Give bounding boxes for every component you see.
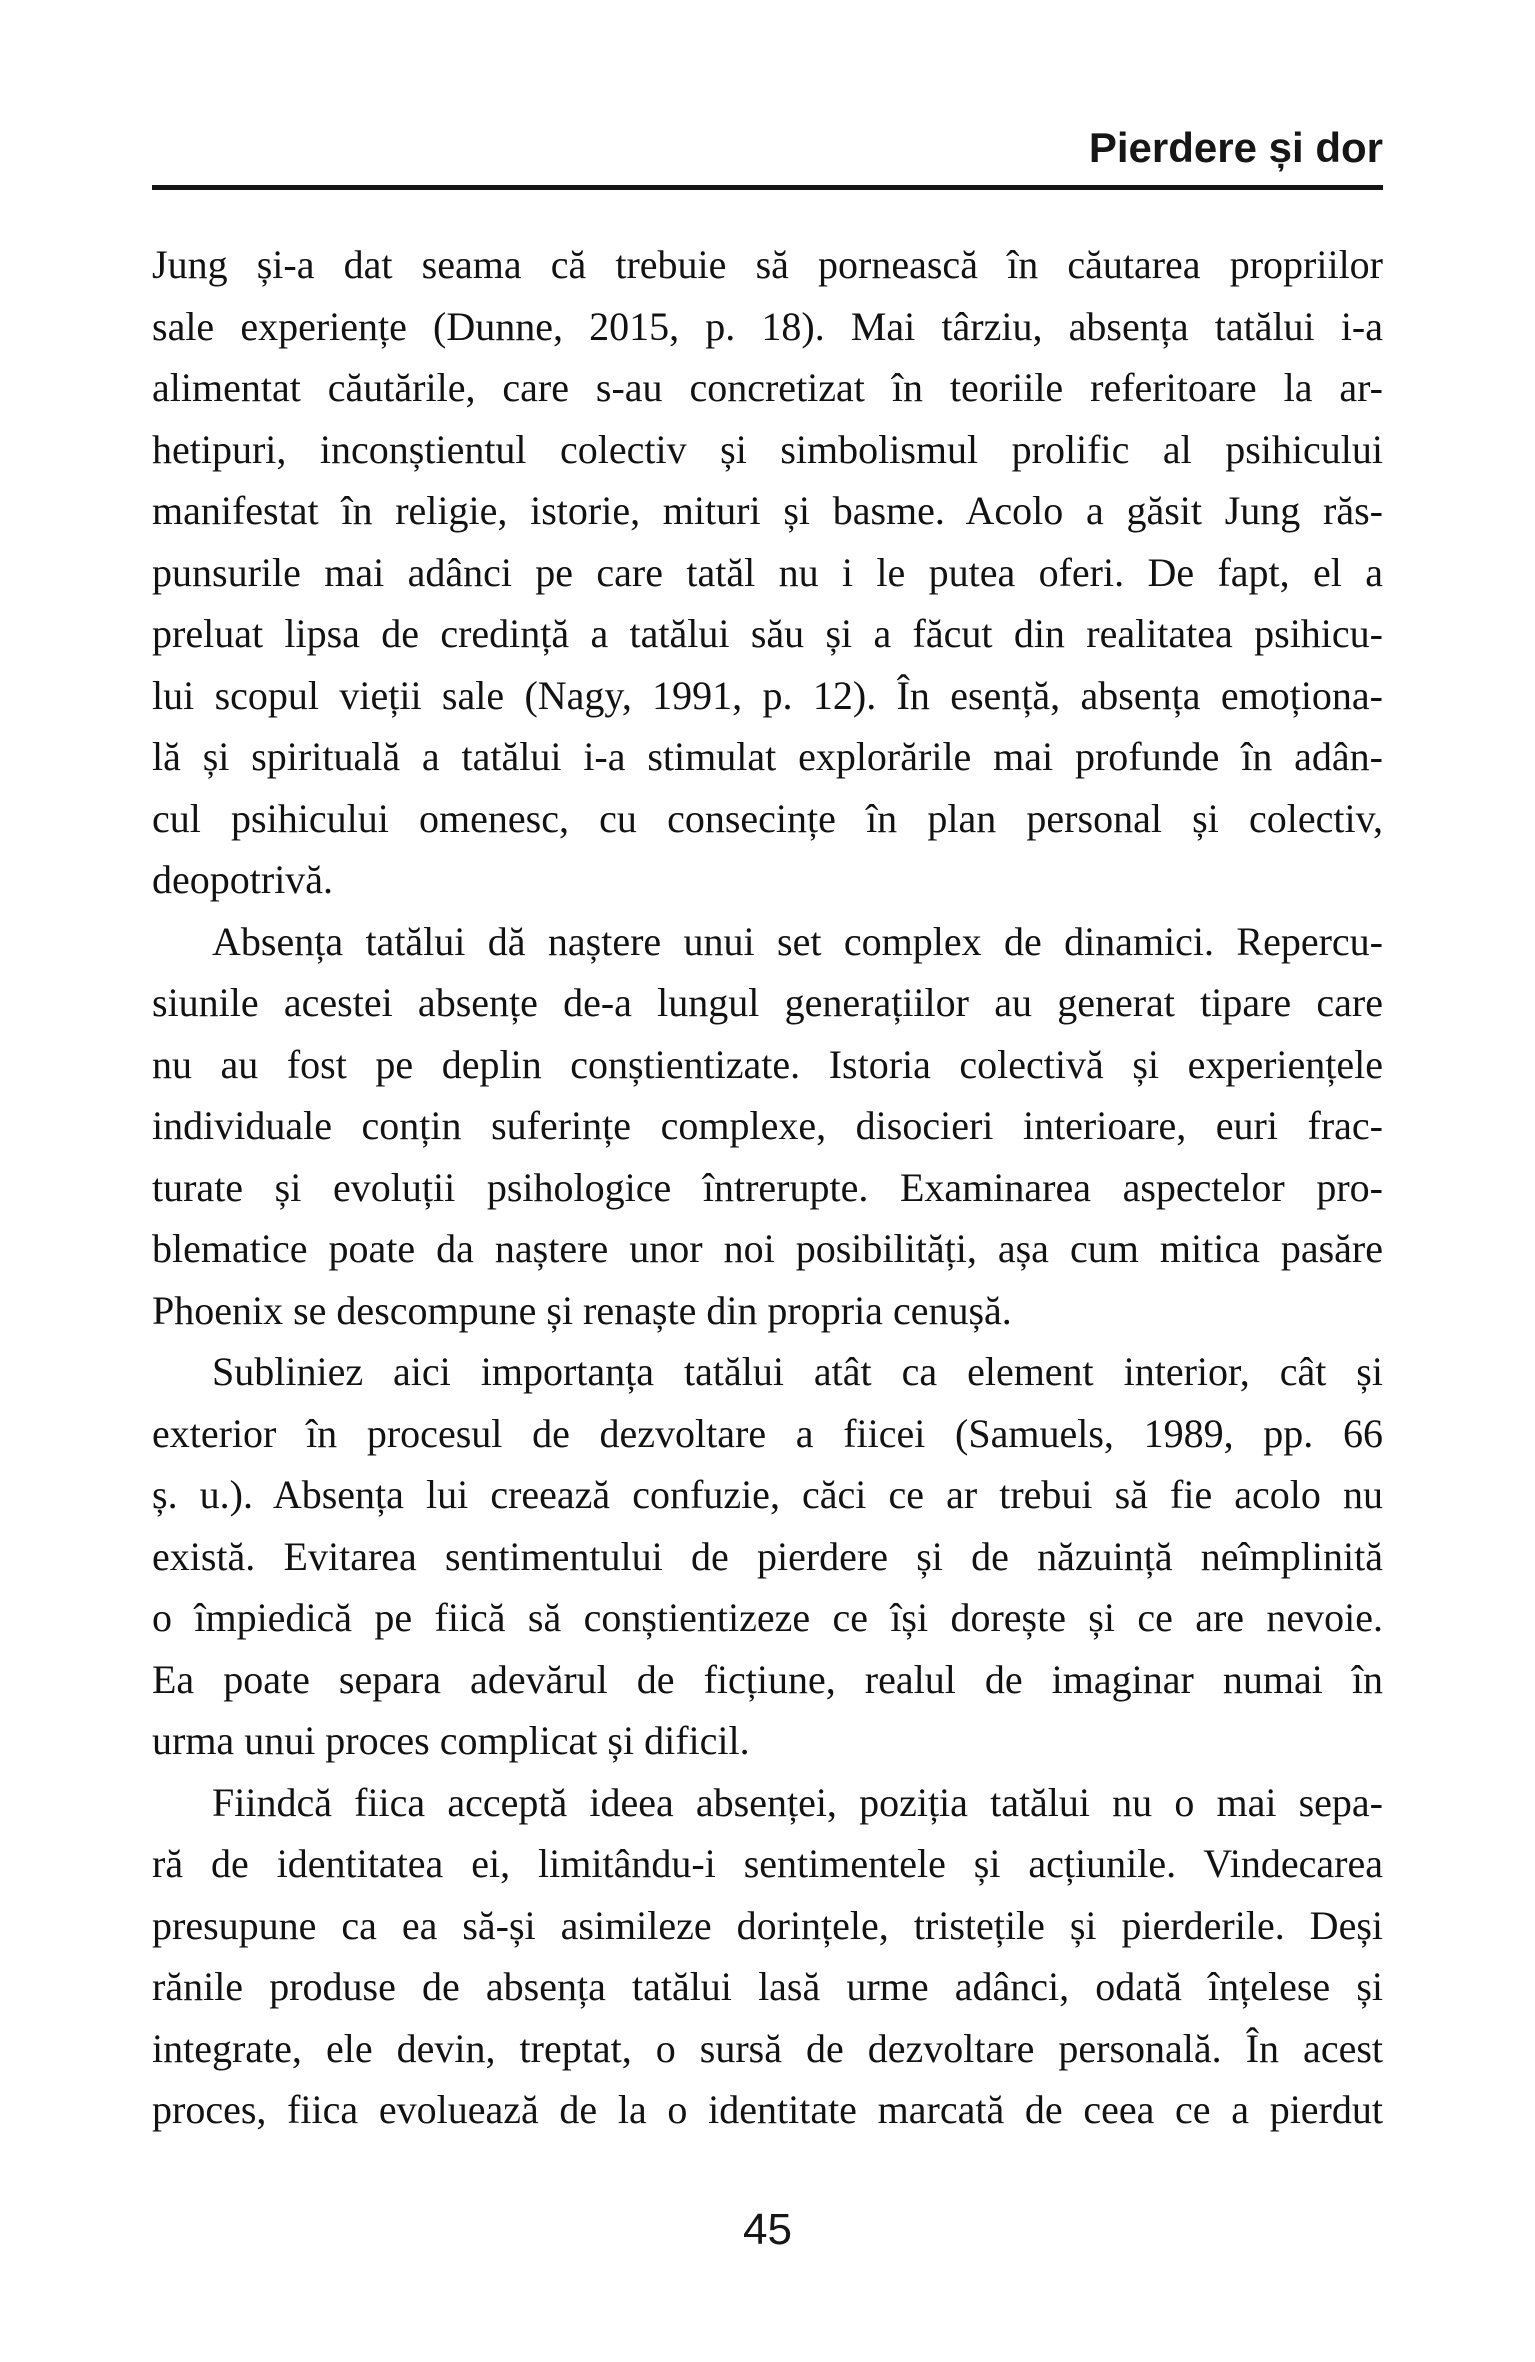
text-line: manifestat în religie, istorie, mituri și basme. Acolo a găsit Jung răs- [152, 488, 1383, 533]
text-line: deopotrivă. [152, 857, 334, 902]
text-line: presupune ca ea să-și asimileze dorințele, tristețile și pierderile. Deși [152, 1902, 1383, 1948]
text-line: proces, fiica evoluează de la o identitate marcată de ceea ce a pierdut [152, 2087, 1383, 2132]
text-line: Fiindcă fiica acceptă ideea absenței, poziția tatălui nu o mai sepa- [212, 1779, 1383, 1825]
text-line: siunile acestei absențe de-a lungul generațiilor au generat tipare care [152, 980, 1383, 1025]
text-line: preluat lipsa de credință a tatălui său și a făcut din realitatea psihicu- [152, 611, 1383, 656]
text-line: Absența tatălui dă naștere unui set complex de dinamici. Repercu- [212, 918, 1383, 964]
text-line: hetipuri, inconștientul colectiv și simbolismul prolific al psihicului [152, 426, 1383, 472]
text-line: Subliniez aici importanța tatălui atât ca element interior, cât și [212, 1349, 1383, 1394]
text-line: integrate, ele devin, treptat, o sursă de dezvoltare personală. În acest [152, 2025, 1383, 2071]
text-line: există. Evitarea sentimentului de pierdere și de năzuință neîmplinită [152, 1533, 1383, 1579]
text-line: ră de identitatea ei, limitându-i sentimentele și acțiunile. Vindecarea [152, 1841, 1383, 1886]
text-line: rănile produse de absența tatălui lasă urme adânci, odată înțelese și [152, 1964, 1383, 2009]
text-line: Jung și-a dat seama că trebuie să pornească în căutarea propriilor [152, 242, 1383, 287]
page-number: 45 [743, 2204, 792, 2254]
text-line: turate și evoluții psihologice întrerupte. Examinarea aspectelor pro- [152, 1164, 1383, 1210]
text-line: lui scopul vieții sale (Nagy, 1991, p. 12). În esență, absența emoționa- [152, 672, 1383, 718]
text-line: Phoenix se descompune și renaște din propria cenușă. [152, 1287, 1012, 1333]
text-line: cul psihicului omenesc, cu consecințe în plan personal și colectiv, [152, 795, 1383, 841]
header-rule [152, 185, 1383, 190]
text-line: urma unui proces complicat și dificil. [152, 1718, 750, 1763]
text-line: sale experiențe (Dunne, 2015, p. 18). Mai târziu, absența tatălui i-a [152, 303, 1383, 349]
text-line: punsurile mai adânci pe care tatăl nu i le putea oferi. De fapt, el a [152, 549, 1383, 595]
text-line: ș. u.). Absența lui creează confuzie, căci ce ar trebui să fie acolo nu [152, 1472, 1383, 1517]
text-line: lă și spirituală a tatălui i-a stimulat explorările mai profunde în adân- [152, 734, 1383, 779]
text-line: Ea poate separa adevărul de ficțiune, realul de imaginar numai în [152, 1656, 1383, 1702]
text-line: individuale conțin suferințe complexe, disocieri interioare, euri frac- [152, 1103, 1383, 1148]
running-head: Pierdere și dor [1088, 124, 1383, 171]
text-line: alimentat căutările, care s-au concretizat în teoriile referitoare la ar- [152, 365, 1383, 410]
text-line: o împiedică pe fiică să conștientizeze ce își dorește și ce are nevoie. [152, 1595, 1383, 1640]
text-column [152, 0, 1383, 2253]
body-text [152, 234, 1383, 2141]
text-line: blematice poate da naștere unor noi posibilități, așa cum mitica pasăre [152, 1226, 1383, 1271]
text-line: exterior în procesul de dezvoltare a fiicei (Samuels, 1989, pp. 66 [152, 1410, 1383, 1456]
text-line: nu au fost pe deplin conștientizate. Istoria colectivă și experiențele [152, 1041, 1383, 1087]
